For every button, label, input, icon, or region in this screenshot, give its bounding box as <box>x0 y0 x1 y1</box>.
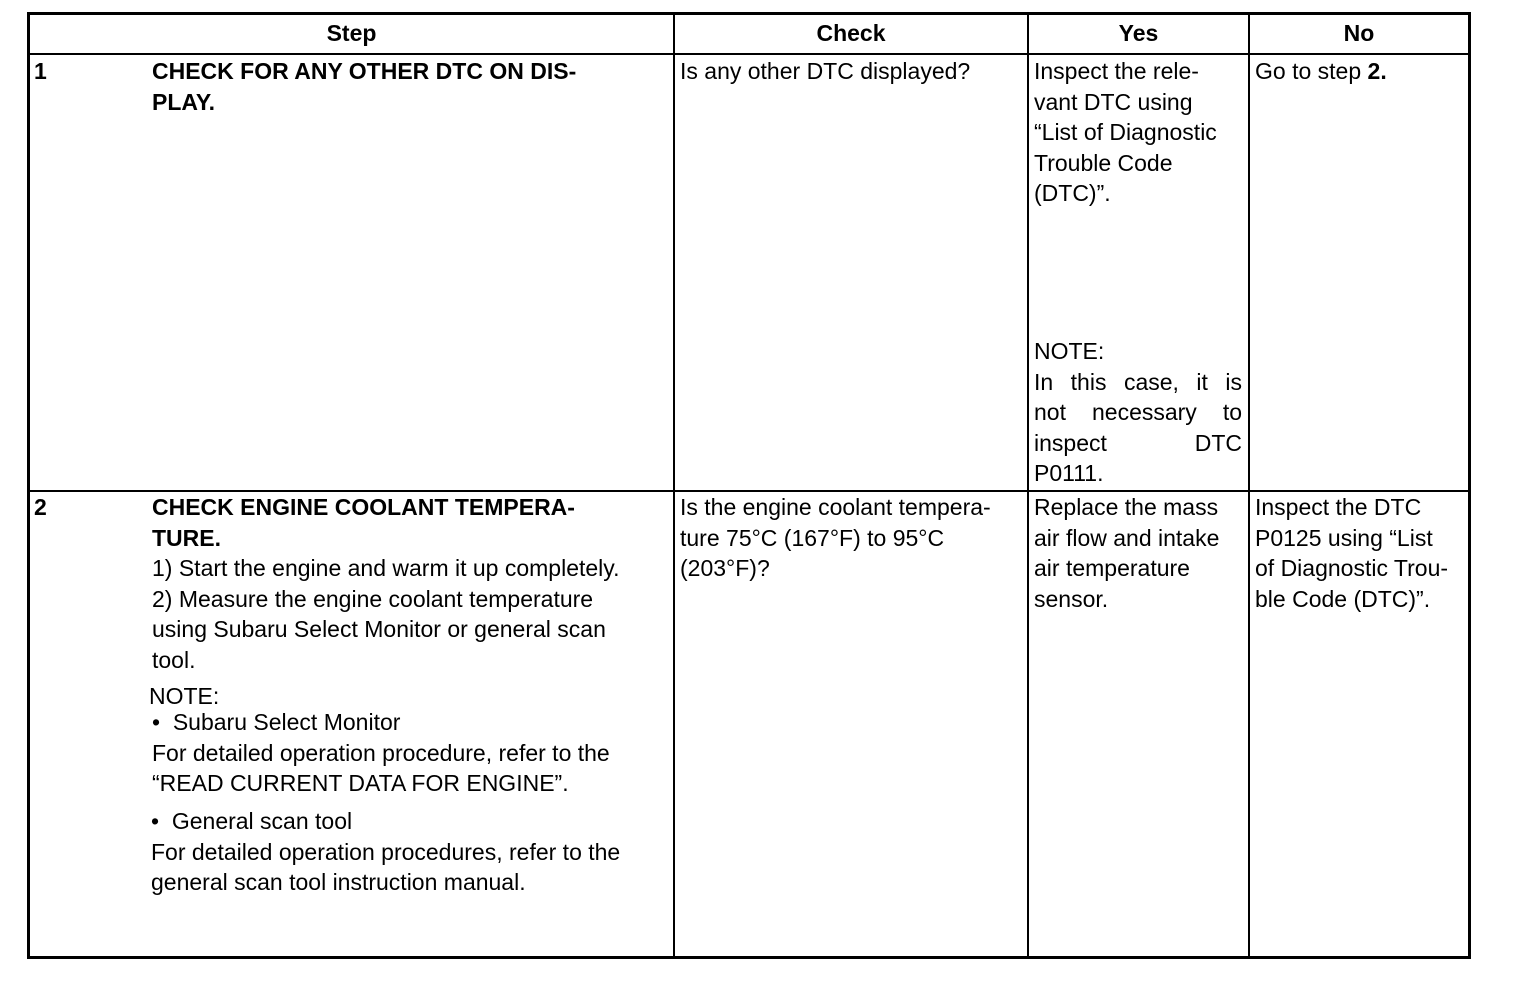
note-item-line: For detailed operation procedures, refer to the <box>151 838 621 865</box>
header-check: Check <box>816 20 886 46</box>
yes-line: sensor. <box>1034 585 1109 612</box>
check-line: ture 75°C (167°F) to 95°C <box>680 524 945 551</box>
note-item-title <box>152 707 672 738</box>
note-item-line: For detailed operation procedure, refer to the <box>152 739 610 766</box>
step-number: 2 <box>34 494 47 520</box>
yes-line: Trouble Code <box>1034 149 1173 176</box>
header-step: Step <box>326 20 377 46</box>
instruction-line: tool. <box>152 646 196 673</box>
yes-line: (DTC)”. <box>1034 180 1111 206</box>
column-divider <box>673 12 675 959</box>
check-line: Is any other DTC displayed? <box>680 58 971 84</box>
note-item <box>151 806 671 898</box>
column-divider <box>1248 12 1250 959</box>
note-label: NOTE: <box>1034 338 1105 364</box>
no-line: ble Code (DTC)”. <box>1255 585 1431 612</box>
step-content <box>152 492 672 675</box>
bullet: • <box>151 808 160 834</box>
no-line: Inspect the DTC <box>1255 494 1422 520</box>
note-item-title-text: General scan tool <box>171 808 353 834</box>
note-line: inspect DTC <box>1034 429 1242 456</box>
step-title-line: PLAY. <box>152 88 216 115</box>
step-title <box>152 56 667 117</box>
note-line: In this case, it is <box>1034 368 1242 395</box>
yes-text <box>1034 56 1242 209</box>
yes-line: “List of Diagnostic <box>1034 119 1217 145</box>
instruction-line: 1) Start the engine and warm it up completely. <box>152 555 620 581</box>
note-label: NOTE: <box>149 683 220 709</box>
step-title-line: CHECK ENGINE COOLANT TEMPERA- <box>152 494 575 520</box>
no-text-prefix: Go to step <box>1255 58 1368 84</box>
yes-note <box>1034 336 1242 489</box>
instruction-line: 2) Measure the engine coolant temperature <box>152 585 594 612</box>
check-text <box>680 492 1022 584</box>
check-line: Is the engine coolant tempera- <box>680 494 991 520</box>
note-item <box>152 707 672 799</box>
step-number: 1 <box>34 58 47 84</box>
yes-text <box>1034 492 1242 614</box>
bullet: • <box>152 709 161 735</box>
yes-line: air temperature <box>1034 555 1190 581</box>
check-line: (203°F)? <box>680 555 770 581</box>
note-item-line: general scan tool instruction manual. <box>151 869 526 895</box>
no-text <box>1255 56 1465 87</box>
header-no: No <box>1343 20 1375 46</box>
note-item-line: “READ CURRENT DATA FOR ENGINE”. <box>152 770 569 796</box>
check-text <box>680 56 1022 87</box>
yes-line: vant DTC using <box>1034 88 1193 115</box>
no-line: P0125 using “List <box>1255 524 1433 551</box>
note-line: not necessary to <box>1034 399 1242 425</box>
note-line: P0111. <box>1034 460 1104 486</box>
column-divider <box>1027 12 1029 959</box>
no-text <box>1255 492 1465 614</box>
yes-line: Replace the mass <box>1034 494 1219 520</box>
instruction-line: using Subaru Select Monitor or general scan <box>152 616 606 642</box>
step-title-line: CHECK FOR ANY OTHER DTC ON DIS- <box>152 58 577 84</box>
note-item-title-text: Subaru Select Monitor <box>172 709 401 735</box>
note-item-title <box>151 806 671 837</box>
step-title-line: TURE. <box>152 524 221 551</box>
header-yes: Yes <box>1118 20 1159 46</box>
no-line: of Diagnostic Trou- <box>1255 555 1449 581</box>
yes-line: Inspect the rele- <box>1034 58 1199 84</box>
yes-line: air flow and intake <box>1034 524 1220 551</box>
header-divider <box>27 53 1471 55</box>
step-reference: 2 <box>1367 58 1381 84</box>
no-text-suffix: . <box>1380 58 1387 84</box>
